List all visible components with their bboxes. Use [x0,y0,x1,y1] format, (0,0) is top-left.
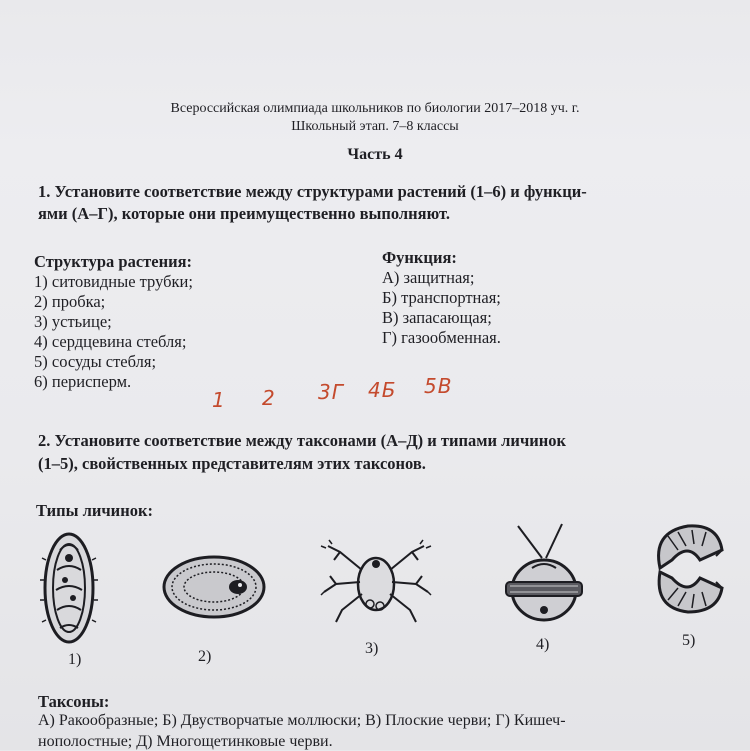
larva-2-label: 2) [198,648,212,665]
structure-item: 6) перисперм. [34,372,132,391]
taxa-title: Таксоны: [38,692,110,711]
handwritten-answer: 2 [262,386,276,410]
taxa-line2: нополостные; Д) Многощетинковые черви. [38,733,333,750]
task2-line1: 2. Установите соответствие между таксонами (А–Д) и типами личинок [38,431,567,450]
part-heading: Часть 4 [347,146,403,163]
structures-column [34,252,193,392]
larva-1-image [38,530,100,646]
handwritten-answer: 3Г [318,380,344,404]
structure-item: 5) сосуды стебля; [34,352,157,371]
larva-1-label: 1) [68,651,82,668]
function-item: Б) транспортная; [382,288,501,307]
handwritten-answer: 1 [212,388,226,412]
functions-column [382,248,501,348]
task1-line2: ями (А–Г), которые они преимущественно выполняют. [38,204,450,223]
task2-line2: (1–5), свойственных представителям этих таксонов. [38,454,426,473]
structure-item: 3) устьице; [34,312,112,331]
stage-subtitle: Школьный этап. 7–8 классы [291,119,459,134]
larvae-title: Типы личинок: [36,501,153,520]
function-item: А) защитная; [382,268,475,287]
larva-4-image [496,522,592,626]
task1-line1: 1. Установите соответствие между структурами растений (1–6) и функци- [38,182,587,201]
larva-2-image [160,552,268,622]
function-item: В) запасающая; [382,308,492,327]
larva-4-label: 4) [536,636,550,653]
functions-title: Функция: [382,248,457,267]
handwritten-answer: 4Б [368,378,397,402]
structure-item: 1) ситовидные трубки; [34,272,193,291]
structure-item: 4) сердцевина стебля; [34,332,187,351]
handwritten-answer: 5В [424,374,453,398]
larva-5-image [648,520,728,618]
structure-item: 2) пробка; [34,292,106,311]
structures-title: Структура растения: [34,252,193,271]
larva-5-label: 5) [682,632,696,649]
function-item: Г) газообменная. [382,328,501,347]
larva-3-image [320,532,432,632]
taxa-line1: А) Ракообразные; Б) Двустворчатые моллюски; В) Плоские черви; Г) Кишеч- [38,712,566,729]
larva-3-label: 3) [365,640,379,657]
olympiad-title: Всероссийская олимпиада школьников по биологии 2017–2018 уч. г. [170,101,580,116]
